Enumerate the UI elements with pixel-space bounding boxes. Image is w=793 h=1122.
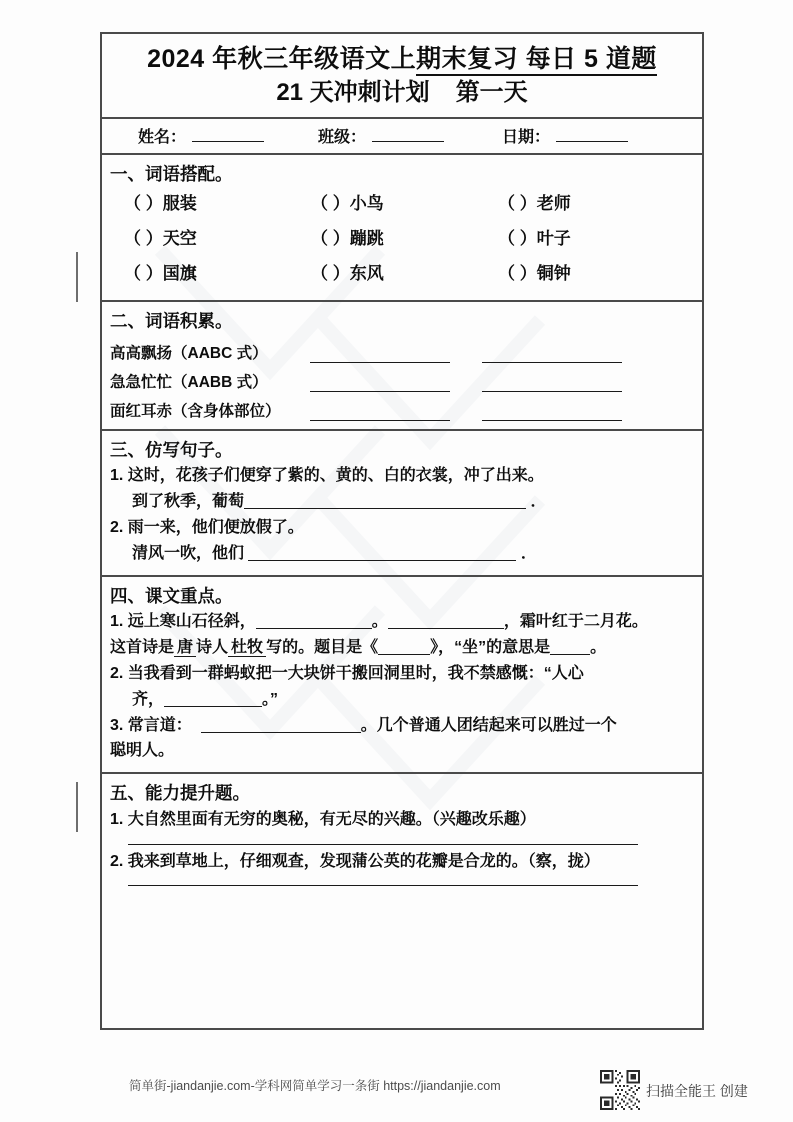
title-prefix: 2024 年秋三年级语文上 (147, 45, 417, 73)
accumulation-row (102, 399, 702, 421)
section-three-sentence-imitation (102, 431, 702, 577)
section-four-q1-line2-a: 这首诗是 (110, 638, 175, 656)
section-three-heading: 三、仿写句子。 (110, 439, 233, 460)
margin-tick-lower (76, 782, 78, 832)
section-four-answer-dynasty: 唐 (174, 639, 196, 657)
page-footer (0, 1068, 793, 1122)
title-day-label: 第一天 (455, 79, 528, 106)
accumulation-answer-blank[interactable] (310, 406, 450, 421)
section-four-q3-line1 (102, 713, 702, 739)
section-four-q1-blank-title[interactable] (378, 640, 430, 655)
accumulation-answer-blank[interactable] (310, 377, 450, 392)
accumulation-answer-blank[interactable] (482, 406, 622, 421)
qr-code-icon (600, 1070, 640, 1110)
section-five-q2: 2. 我来到草地上，仔细观查，发现蒲公英的花瓣是合龙的。（察，拢） (110, 852, 600, 870)
match-row (102, 222, 702, 257)
section-four-q1-line2-b: 诗人 (196, 638, 229, 656)
section-four-q2-line2 (102, 687, 702, 713)
section-four-q3-part1: 3. 常言道： (110, 716, 192, 734)
match-row (102, 187, 702, 222)
class-input-blank[interactable] (372, 141, 444, 142)
section-four-q2-part3: 。” (262, 690, 279, 708)
accumulation-row (102, 370, 702, 392)
section-three-q1-tail: ． (530, 492, 547, 510)
section-three-q1-answer-line (102, 489, 702, 515)
section-four-q1-blank-1[interactable] (256, 614, 372, 629)
section-four-q1-blank-2[interactable] (388, 614, 504, 629)
section-four-q2-blank[interactable] (164, 692, 262, 707)
section-three-q1-prompt: 到了秋季，葡萄 (132, 492, 245, 510)
section-three-q2-prompt: 清风一吹，他们 (132, 544, 245, 562)
section-four-q3-blank[interactable] (201, 718, 361, 733)
section-four-q2-part2: 齐， (132, 690, 165, 708)
section-four-q3-part2: 。几个普通人团结起来可以胜过一个 (360, 716, 617, 734)
match-item[interactable]: （ ）天空 (124, 228, 197, 248)
section-four-q1-part3: ，霜叶红于二月花。 (503, 612, 648, 630)
section-four-q1-part1: 1. 远上寒山石径斜， (110, 612, 256, 630)
name-label: 姓名： (138, 128, 187, 146)
match-item[interactable]: （ ）服装 (124, 194, 197, 214)
section-two-word-accumulation (102, 302, 702, 431)
section-three-q2-answer-line (102, 541, 702, 567)
match-item[interactable]: （ ）小鸟 (311, 194, 384, 214)
accumulation-answer-blank[interactable] (482, 377, 622, 392)
section-five-q2-answer-rule[interactable] (128, 885, 638, 886)
title-line-1 (102, 43, 702, 76)
accumulation-row (102, 341, 702, 363)
section-five-q1-answer-rule[interactable] (128, 844, 638, 845)
section-five-heading: 五、能力提升题。 (110, 783, 250, 804)
section-three-q1-blank[interactable] (244, 494, 526, 509)
section-four-heading: 四、课文重点。 (110, 585, 233, 606)
section-four-q3-line2: 聪明人。 (110, 742, 175, 760)
section-one-heading: 一、词语搭配。 (110, 163, 233, 184)
section-four-q1-line2-e: 。 (590, 638, 607, 656)
section-four-q1-blank-meaning[interactable] (550, 640, 590, 655)
section-four-answer-poet: 杜牧 (228, 639, 266, 657)
scanner-credit-text: 扫描全能王 创建 (646, 1083, 748, 1099)
class-field[interactable] (318, 124, 444, 147)
date-label: 日期： (502, 128, 551, 146)
worksheet-title-block (102, 34, 702, 119)
title-underlined-part: 期末复习 每日 5 道题 (416, 45, 657, 76)
accumulation-answer-blank[interactable] (310, 348, 450, 363)
identity-row (102, 119, 702, 155)
section-five-ability-improvement (102, 774, 702, 898)
date-input-blank[interactable] (556, 141, 628, 142)
match-item[interactable]: （ ）老师 (498, 194, 571, 214)
section-four-q1-line2-c: 写的。题目是《 (266, 638, 379, 656)
worksheet-frame (100, 32, 704, 1030)
section-three-q2-blank[interactable] (248, 546, 516, 561)
section-four-q1-line1 (102, 609, 702, 635)
accumulation-label: 急急忙忙（AABB 式） (110, 373, 268, 391)
section-four-text-key-points (102, 577, 702, 775)
match-item[interactable]: （ ）蹦跳 (311, 228, 384, 248)
section-two-heading: 二、词语积累。 (110, 310, 233, 331)
margin-tick-upper (76, 252, 78, 302)
class-label: 班级： (318, 128, 367, 146)
accumulation-label: 面红耳赤（含身体部位） (110, 402, 281, 420)
section-one-word-matching (102, 155, 702, 302)
section-four-q1-line2 (102, 635, 702, 661)
match-item[interactable]: （ ）东风 (311, 263, 384, 283)
match-item[interactable]: （ ）铜钟 (498, 263, 571, 283)
match-item[interactable]: （ ）叶子 (498, 228, 571, 248)
site-credit-text: 简单街-jiandanjie.com-学科网简单学习一条街 https://jiandanjie.com (129, 1079, 501, 1093)
title-plan-name: 21 天冲刺计划 (276, 79, 430, 106)
name-input-blank[interactable] (192, 141, 264, 142)
name-field[interactable] (138, 124, 264, 147)
section-four-q1-line2-d: 》，“坐”的意思是 (430, 638, 551, 656)
section-three-q2-tail: ． (520, 544, 537, 562)
section-five-q1: 1. 大自然里面有无穷的奥秘，有无尽的兴趣。（兴趣改乐趣） (110, 810, 536, 828)
section-four-q1-part2: 。 (371, 612, 388, 630)
accumulation-label: 高高飘扬（AABC 式） (110, 344, 268, 362)
match-row (102, 257, 702, 292)
section-three-q2-example: 2. 雨一来，他们便放假了。 (110, 518, 304, 536)
section-four-q2-line1: 2. 当我看到一群蚂蚁把一大块饼干搬回洞里时，我不禁感慨：“人心 (110, 664, 584, 682)
date-field[interactable] (502, 124, 628, 147)
title-line-2 (102, 76, 702, 111)
accumulation-answer-blank[interactable] (482, 348, 622, 363)
match-item[interactable]: （ ）国旗 (124, 263, 197, 283)
section-three-q1-example: 1. 这时，花孩子们便穿了紫的、黄的、白的衣裳，冲了出来。 (110, 467, 544, 485)
